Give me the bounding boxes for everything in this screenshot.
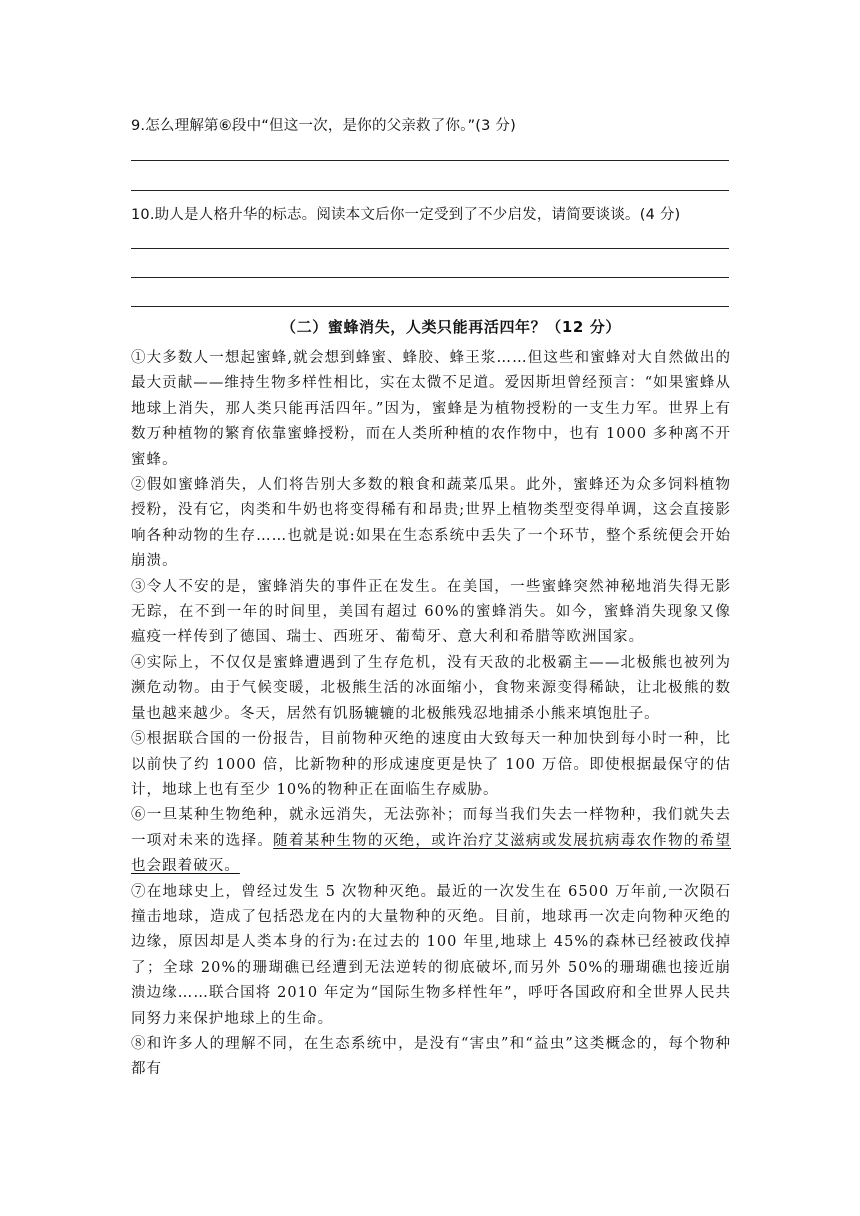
paragraph-5: ⑤根据联合国的一份报告，目前物种灭绝的速度由大致每天一种加快到每小时一种，比以前快了约 1000 倍，比新物种的形成速度更是快了 100 万倍。即使根据最保守的估计，地球上也有至少 10%的物种正在面临生存威胁。: [131, 731, 731, 798]
answer-line-q10-1[interactable]: [131, 248, 729, 249]
question-10: 10.助人是人格升华的标志。阅读本文后你一定受到了不少启发，请简要谈谈。(4 分): [131, 207, 681, 223]
answer-line-q10-3[interactable]: [131, 306, 729, 307]
answer-line-q9-2[interactable]: [131, 190, 729, 191]
paragraph-6-text: ⑥一旦某种生物绝种，就永远消失，无法弥补；而每当我们失去一样物种，我们就失去一项对未来的选择。: [131, 807, 731, 849]
underlined-sentence: 随着某种生物的灭绝，或许治疗艾滋病或发展抗病毒农作物的希望也会跟着破灭。: [131, 832, 732, 875]
paragraph-8: ⑧和许多人的理解不同，在生态系统中，是没有“害虫”和“益虫”这类概念的，每个物种都有: [131, 1035, 731, 1078]
paragraph-1: ①大多数人一想起蜜蜂,就会想到蜂蜜、蜂胶、蜂王浆……但这些和蜜蜂对大自然做出的最大贡献——维持生物多样性相比，实在太微不足道。爱因斯坦曾经预言：“如果蜜蜂从地球上消失，那人类只能再活四年。”因为，蜜蜂是为植物授粉的一支生力军。世界上有数万种植物的繁育依靠蜜蜂授粉，而在人类所种植的农作物中，也有 1000 多种离不开蜜蜂。: [131, 350, 731, 468]
question-9: 9.怎么理解第⑥段中“但这一次，是你的父亲救了你。”(3 分): [131, 118, 516, 134]
paragraph-7: ⑦在地球史上，曾经过发生 5 次物种灭绝。最近的一次发生在 6500 万年前,一次陨石撞击地球，造成了包括恐龙在内的大量物种的灭绝。目前，地球再一次走向物种灭绝的边缘，原因却是人类本身的行为:在过去的 100 年里,地球上 45%的森林已经被政伐掉了；全球 20%的珊瑚礁已经遭到无法逆转的彻底破坏,而另外 50%的珊瑚礁也接近崩溃边缘……联合国将 2010 年定为“国际生物多样性年”，呼吁各国政府和全世界人民共同努力来保护地球上的生命。: [131, 883, 731, 1027]
paragraph-2: ②假如蜜蜂消失，人们将告别大多数的粮食和蔬菜瓜果。此外，蜜蜂还为众多饲料植物授粉，没有它，肉类和牛奶也将变得稀有和昂贵;世界上植物类型变得单调，这会直接影响各种动物的生存……也就是说:如果在生态系统中丢失了一个环节，整个系统便会开始崩溃。: [131, 477, 731, 570]
section-title: （二）蜜蜂消失，人类只能再活四年？（12 分）: [281, 318, 621, 336]
paragraph-4: ④实际上，不仅仅是蜜蜂遭遇到了生存危机，没有天敌的北极霸主——北极熊也被列为濒危动物。由于气候变暖，北极熊生活的冰面缩小，食物来源变得稀缺，让北极熊的数量也越来越少。冬天，居然有饥肠辘辘的北极熊残忍地捕杀小熊来填饱肚子。: [131, 654, 731, 722]
paragraph-6: [131, 803, 731, 879]
article-body: [131, 346, 731, 1083]
paragraph-3: ③令人不安的是，蜜蜂消失的事件正在发生。在美国，一些蜜蜂突然神秘地消失得无影无踪，在不到一年的时间里，美国有超过 60%的蜜蜂消失。如今，蜜蜂消失现象又像瘟疫一样传到了德国、瑞士、西班牙、葡萄牙、意大利和希腊等欧洲国家。: [131, 578, 731, 646]
answer-line-q10-2[interactable]: [131, 277, 729, 278]
answer-line-q9-1[interactable]: [131, 160, 729, 161]
